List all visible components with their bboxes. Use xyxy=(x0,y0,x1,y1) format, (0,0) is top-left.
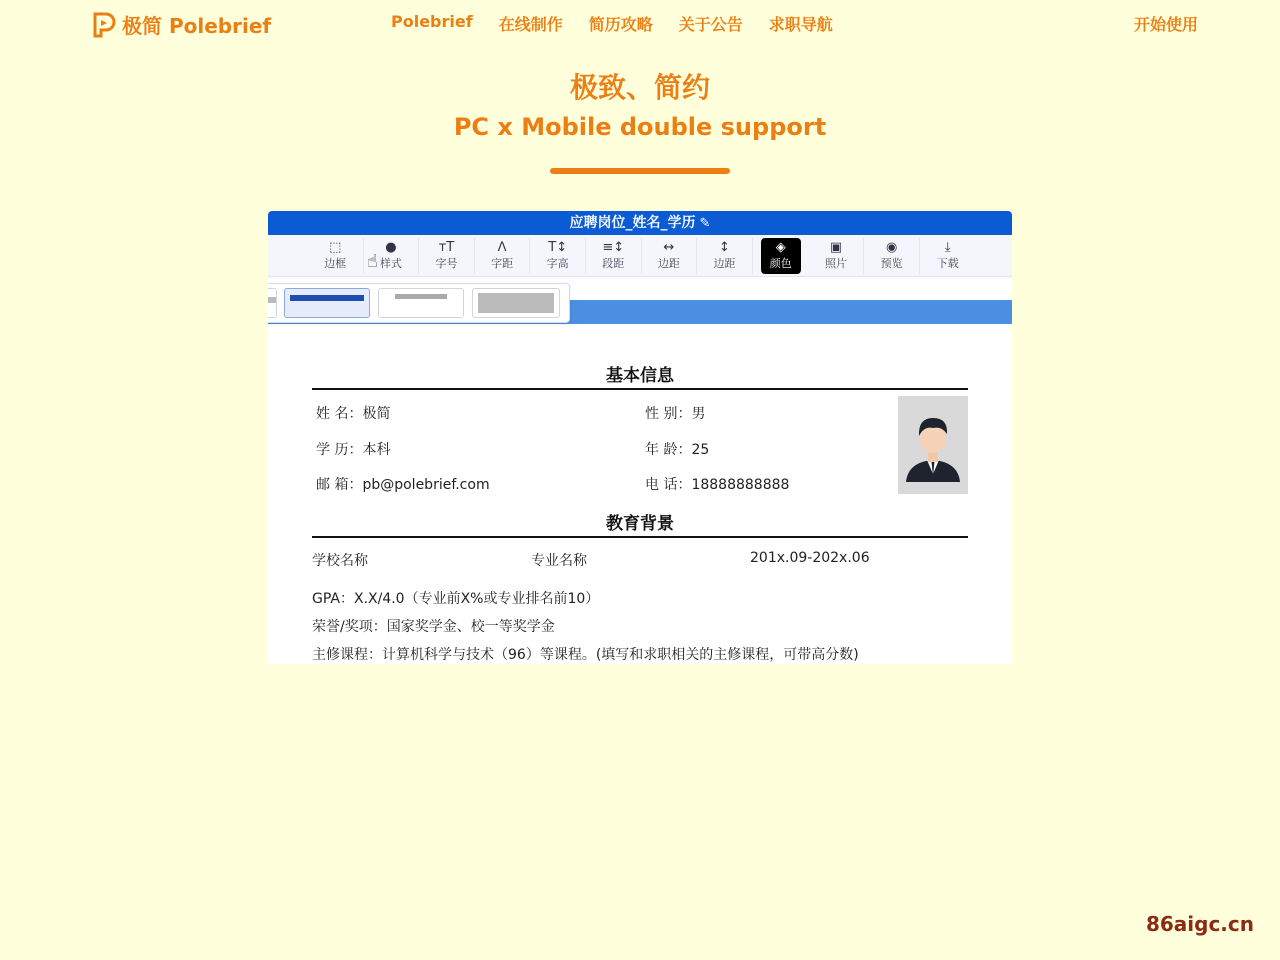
border-option-2[interactable] xyxy=(284,288,370,318)
nav-link-online-make[interactable]: 在线制作 xyxy=(498,15,563,34)
horizontal-margin-icon: ↔ xyxy=(663,239,675,255)
editor-toolbar xyxy=(268,235,1012,277)
tool-style[interactable]: ● 样式 xyxy=(364,238,420,274)
tool-photo[interactable]: ▣ 照片 xyxy=(809,238,865,274)
tool-letter-spacing[interactable]: ꓥ 字距 xyxy=(475,238,531,274)
tool-preview[interactable]: ◉ 预览 xyxy=(864,238,920,274)
field-name: 姓 名：极简 xyxy=(316,406,391,422)
tool-paragraph-spacing[interactable]: ≡↕ 段距 xyxy=(586,238,642,274)
resume-editor-preview xyxy=(268,211,1012,664)
nav-links xyxy=(391,12,833,35)
hero-subtitle: PC x Mobile double support xyxy=(453,113,827,141)
nav-link-announcements[interactable]: 关于公告 xyxy=(678,15,743,34)
field-education: 学 历：本科 xyxy=(316,442,391,458)
field-email: 邮 箱：pb@polebrief.com xyxy=(316,477,490,493)
tool-font-size[interactable]: ᴛT 字号 xyxy=(419,238,475,274)
nav-link-job-navigation[interactable]: 求职导航 xyxy=(768,15,833,34)
font-size-icon: ᴛT xyxy=(438,239,455,255)
editor-title-bar xyxy=(268,211,1012,235)
border-style-popup xyxy=(268,283,570,323)
border-option-3[interactable] xyxy=(378,288,464,318)
brand-name: 极简 Polebrief xyxy=(122,14,272,38)
edu-period: 201x.09-202x.06 xyxy=(750,550,870,566)
tool-border[interactable]: ⬚ 边框 xyxy=(308,238,364,274)
hero-title: 极致、简约 xyxy=(569,71,710,104)
edu-honors: 荣誉/奖项：国家奖学金、校一等奖学金 xyxy=(312,619,555,635)
edit-icon[interactable]: ✎ xyxy=(699,216,711,231)
field-phone: 电 话：18888888888 xyxy=(645,477,790,493)
start-button[interactable]: 开始使用 xyxy=(1133,15,1198,34)
border-option-1[interactable] xyxy=(268,288,277,318)
edu-courses: 主修课程：计算机科学与技术（96）等课程。(填写和求职相关的主修课程，可带高分数) xyxy=(312,647,859,663)
section-heading-basic-info: 基本信息 xyxy=(312,361,968,390)
top-nav xyxy=(0,0,1280,44)
hero-divider xyxy=(550,168,730,174)
nav-link-resume-guide[interactable]: 简历攻略 xyxy=(588,15,653,34)
pointer-cursor-icon: ☝ xyxy=(367,251,378,272)
download-icon: ⤓ xyxy=(944,239,951,255)
avatar[interactable] xyxy=(898,396,968,494)
paint-bucket-icon: ◈ xyxy=(775,239,786,255)
line-height-icon: T↕ xyxy=(548,239,568,255)
site-watermark: 86aigc.cn xyxy=(1145,912,1254,936)
image-icon: ▣ xyxy=(829,239,843,255)
tool-download[interactable]: ⤓ 下载 xyxy=(936,239,959,270)
border-option-4[interactable] xyxy=(472,288,560,318)
brand-logo[interactable] xyxy=(92,10,271,39)
letter-spacing-icon: ꓥ xyxy=(497,239,507,255)
edu-school: 学校名称 xyxy=(312,553,368,569)
field-age: 年 龄：25 xyxy=(645,442,710,458)
field-gender: 性 别：男 xyxy=(645,406,706,422)
nav-link-polebrief[interactable]: Polebrief xyxy=(391,12,473,31)
avatar-portrait-icon xyxy=(898,396,968,494)
tool-line-height[interactable]: T↕ 字高 xyxy=(530,238,586,274)
eye-icon: ◉ xyxy=(885,239,898,255)
tool-color[interactable]: ◈ 颜色 xyxy=(761,238,801,274)
tool-horizontal-margin[interactable]: ↔ 边距 xyxy=(642,238,698,274)
user-icon: ● xyxy=(385,239,397,255)
vertical-margin-icon: ↕ xyxy=(719,239,730,255)
border-icon: ⬚ xyxy=(329,239,342,255)
section-heading-education: 教育背景 xyxy=(312,509,968,538)
edu-major: 专业名称 xyxy=(531,553,587,569)
paragraph-spacing-icon: ≡↕ xyxy=(602,239,625,255)
tool-vertical-margin[interactable]: ↕ 边距 xyxy=(697,238,753,274)
editor-title[interactable]: 应聘岗位_姓名_学历 xyxy=(569,215,696,231)
edu-gpa: GPA：X.X/4.0（专业前X%或专业排名前10） xyxy=(312,591,600,607)
polebrief-logo-icon xyxy=(92,12,116,38)
